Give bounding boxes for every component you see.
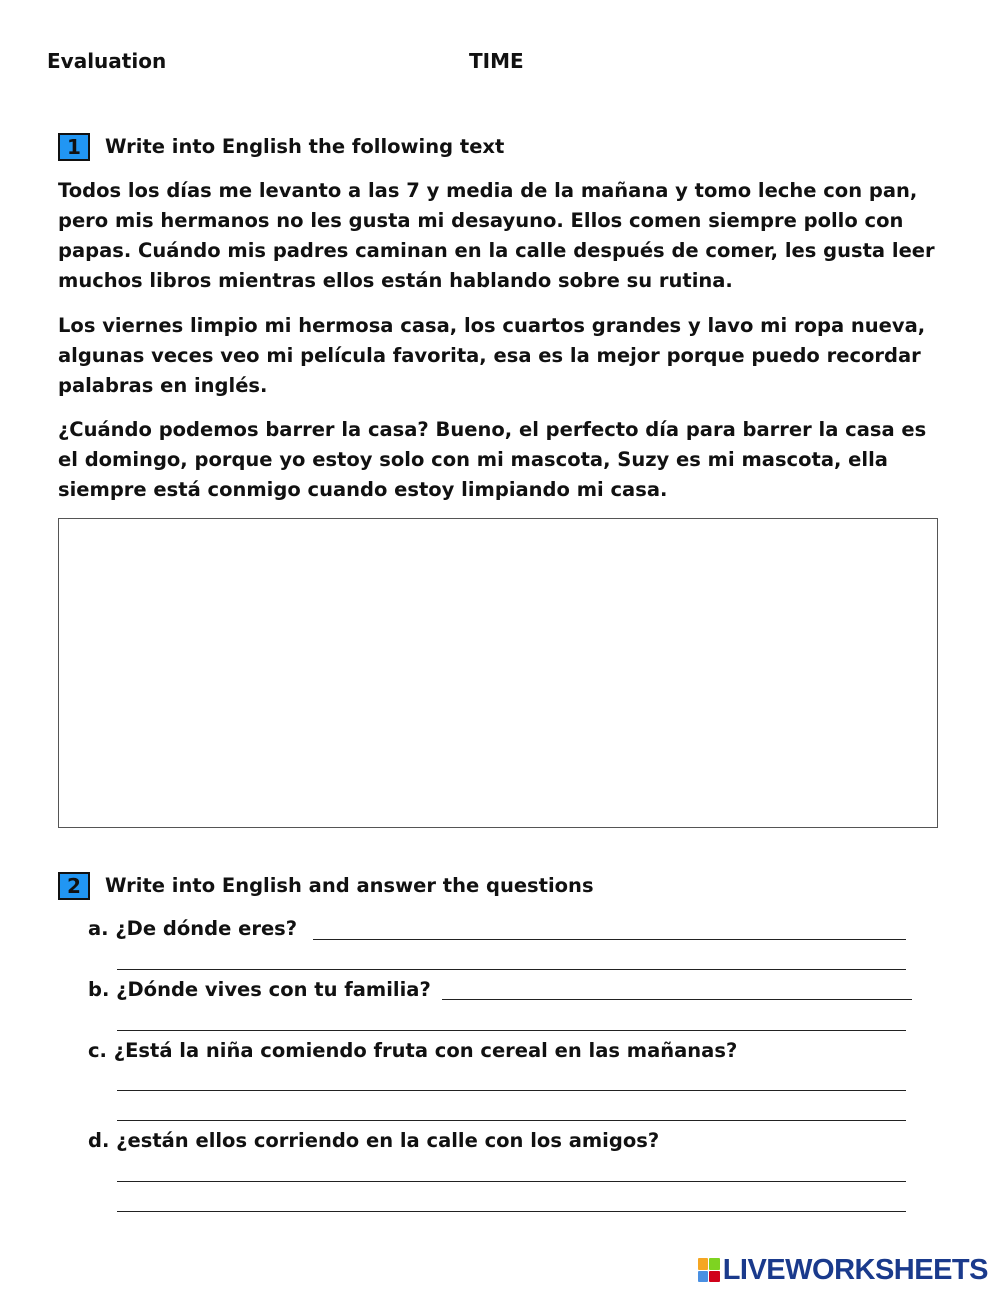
section-number-badge: 1 [58, 133, 90, 161]
question-c [88, 1039, 737, 1062]
logo-square [698, 1258, 709, 1270]
section-title: Write into English the following text [105, 135, 505, 158]
time-label: TIME [469, 49, 524, 73]
question-text: ¿De dónde eres? [115, 917, 298, 940]
answer-line[interactable] [117, 1181, 906, 1182]
question-d [88, 1129, 659, 1152]
answer-line[interactable] [117, 969, 906, 970]
logo-mark-icon [698, 1258, 720, 1282]
translation-answer-box[interactable] [58, 518, 938, 828]
section-number-badge: 2 [58, 872, 90, 900]
question-b [88, 978, 431, 1001]
question-label: b. [88, 978, 110, 1001]
logo-text: LIVEWORKSHEETS [722, 1253, 988, 1286]
answer-line[interactable] [117, 1030, 906, 1031]
logo-square [698, 1271, 709, 1283]
question-a [88, 917, 297, 940]
liveworksheets-logo[interactable] [698, 1253, 988, 1287]
question-label: a. [88, 917, 109, 940]
answer-line[interactable] [117, 1120, 906, 1121]
answer-line[interactable] [442, 999, 912, 1000]
logo-square [709, 1258, 720, 1270]
paragraph-2: Los viernes limpio mi hermosa casa, los cuartos grandes y lavo mi ropa nueva, algunas veces veo mi película favorita, esa es la mejor porque puedo recordar palabras en inglés. [58, 314, 926, 397]
answer-line[interactable] [117, 1211, 906, 1212]
answer-line[interactable] [117, 1090, 906, 1091]
question-label: c. [88, 1039, 107, 1062]
paragraph-3: ¿Cuándo podemos barrer la casa? Bueno, el perfecto día para barrer la casa es el domingo, porque yo estoy solo con mi mascota, Suzy es mi mascota, ella siempre está conmigo cuando estoy limpiando mi casa. [58, 418, 927, 501]
question-text: ¿están ellos corriendo en la calle con los amigos? [116, 1129, 660, 1152]
paragraph-1: Todos los días me levanto a las 7 y media de la mañana y tomo leche con pan, pero mis hermanos no les gusta mi desayuno. Ellos comen siempre pollo con papas. Cuándo mis padres caminan en la calle después de comer, les gusta leer muchos libros mientras ellos están hablando sobre su rutina. [58, 179, 935, 292]
question-text: ¿Está la niña comiendo fruta con cereal en las mañanas? [113, 1039, 738, 1062]
question-label: d. [88, 1129, 110, 1152]
question-text: ¿Dónde vives con tu familia? [116, 978, 431, 1001]
logo-square [709, 1271, 720, 1283]
evaluation-label: Evaluation [47, 49, 167, 73]
section-title: Write into English and answer the questions [105, 874, 594, 897]
answer-line[interactable] [313, 939, 906, 940]
